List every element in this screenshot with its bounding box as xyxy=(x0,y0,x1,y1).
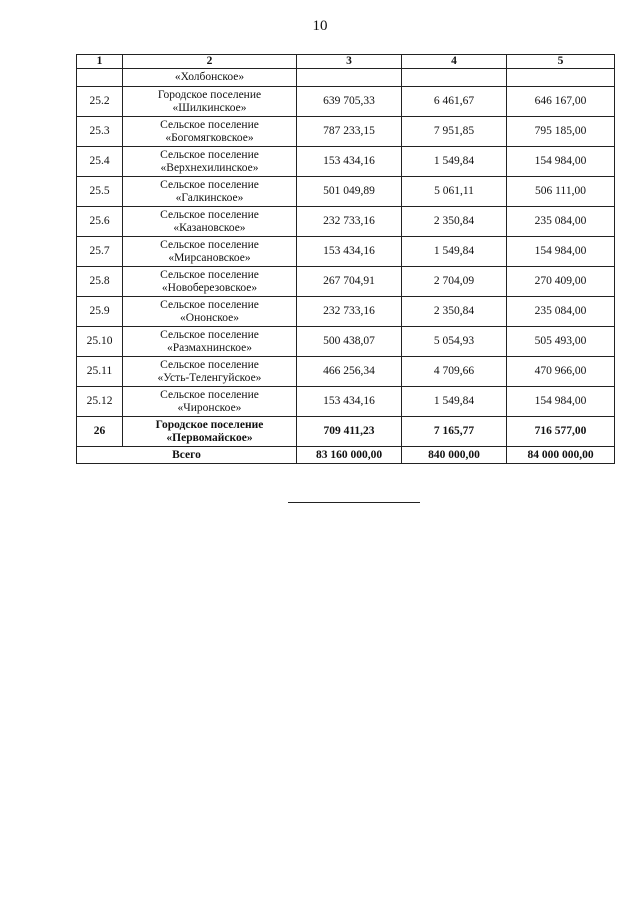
table-row xyxy=(77,177,615,207)
cell-col4: 1 549,84 xyxy=(402,387,507,417)
name-line: «Казановское» xyxy=(173,221,246,234)
cell-col5: 716 577,00 xyxy=(507,417,615,447)
cell-number: 25.12 xyxy=(77,387,123,417)
cell-col4: 7 951,85 xyxy=(402,117,507,147)
table-row xyxy=(77,87,615,117)
cell-col4: 2 704,09 xyxy=(402,267,507,297)
table-row-continuation xyxy=(77,69,615,87)
name-line: Сельское поселение xyxy=(160,388,259,401)
total-label: Всего xyxy=(77,447,297,464)
signature-divider-line xyxy=(288,502,420,503)
cell-col5: 270 409,00 xyxy=(507,267,615,297)
cell-col4: 5 054,93 xyxy=(402,327,507,357)
cell-number: 25.5 xyxy=(77,177,123,207)
table-row xyxy=(77,417,615,447)
cell-col5: 154 984,00 xyxy=(507,237,615,267)
cell-number: 26 xyxy=(77,417,123,447)
cell-col5: 470 966,00 xyxy=(507,357,615,387)
cell-number xyxy=(77,69,123,87)
cell-col3: 153 434,16 xyxy=(297,147,402,177)
total-col3: 83 160 000,00 xyxy=(297,447,402,464)
cell-col3: 267 704,91 xyxy=(297,267,402,297)
cell-col3: 501 049,89 xyxy=(297,177,402,207)
cell-number: 25.6 xyxy=(77,207,123,237)
cell-name xyxy=(123,237,297,267)
table-row-total xyxy=(77,447,615,464)
header-col-1: 1 xyxy=(77,55,123,69)
cell-name: «Холбонское» xyxy=(123,69,297,87)
cell-col4: 7 165,77 xyxy=(402,417,507,447)
cell-number: 25.2 xyxy=(77,87,123,117)
cell-col5: 154 984,00 xyxy=(507,147,615,177)
cell-number: 25.4 xyxy=(77,147,123,177)
cell-number: 25.7 xyxy=(77,237,123,267)
name-line: Сельское поселение xyxy=(160,268,259,281)
table-row xyxy=(77,387,615,417)
cell-col4: 2 350,84 xyxy=(402,297,507,327)
name-line: «Размахнинское» xyxy=(167,341,252,354)
page-number: 10 xyxy=(312,18,328,34)
cell-col3: 787 233,15 xyxy=(297,117,402,147)
header-col-2: 2 xyxy=(123,55,297,69)
total-col4: 840 000,00 xyxy=(402,447,507,464)
table-row xyxy=(77,117,615,147)
name-line: Сельское поселение xyxy=(160,148,259,161)
header-col-4: 4 xyxy=(402,55,507,69)
name-line: Сельское поселение xyxy=(160,298,259,311)
name-line: Сельское поселение xyxy=(160,328,259,341)
cell-number: 25.8 xyxy=(77,267,123,297)
cell-col3: 466 256,34 xyxy=(297,357,402,387)
name-line: «Богомягковское» xyxy=(165,131,254,144)
table-row xyxy=(77,327,615,357)
name-line: «Ононское» xyxy=(180,311,239,324)
table-row xyxy=(77,357,615,387)
cell-col3: 232 733,16 xyxy=(297,297,402,327)
cell-number: 25.9 xyxy=(77,297,123,327)
cell-col5: 235 084,00 xyxy=(507,207,615,237)
cell-col3: 639 705,33 xyxy=(297,87,402,117)
name-line: «Чиронское» xyxy=(177,401,242,414)
total-col5: 84 000 000,00 xyxy=(507,447,615,464)
name-line: Городское поселение xyxy=(155,418,264,431)
name-line: «Усть-Теленгуйское» xyxy=(157,371,262,384)
cell-name xyxy=(123,177,297,207)
header-col-3: 3 xyxy=(297,55,402,69)
cell-col4 xyxy=(402,69,507,87)
cell-col3 xyxy=(297,69,402,87)
cell-col4: 4 709,66 xyxy=(402,357,507,387)
cell-col3: 500 438,07 xyxy=(297,327,402,357)
name-line: «Шилкинское» xyxy=(172,101,247,114)
cell-name xyxy=(123,207,297,237)
table-header-row xyxy=(77,55,615,69)
cell-name xyxy=(123,297,297,327)
table-row xyxy=(77,267,615,297)
name-line: Сельское поселение xyxy=(160,178,259,191)
cell-col4: 2 350,84 xyxy=(402,207,507,237)
cell-col4: 1 549,84 xyxy=(402,147,507,177)
cell-col3: 153 434,16 xyxy=(297,387,402,417)
allocation-table xyxy=(76,54,615,464)
cell-number: 25.11 xyxy=(77,357,123,387)
name-line: «Новоберезовское» xyxy=(161,281,258,294)
table-row xyxy=(77,237,615,267)
header-col-5: 5 xyxy=(507,55,615,69)
cell-col3: 153 434,16 xyxy=(297,237,402,267)
cell-number: 25.10 xyxy=(77,327,123,357)
name-line: «Верхнехилинское» xyxy=(160,161,259,174)
name-line: «Первомайское» xyxy=(166,431,253,444)
cell-col5: 154 984,00 xyxy=(507,387,615,417)
cell-name xyxy=(123,417,297,447)
table-row xyxy=(77,297,615,327)
cell-name xyxy=(123,357,297,387)
cell-name xyxy=(123,87,297,117)
name-line: Сельское поселение xyxy=(160,208,259,221)
name-line: Городское поселение xyxy=(157,88,262,101)
cell-name xyxy=(123,327,297,357)
cell-col3: 232 733,16 xyxy=(297,207,402,237)
table-row xyxy=(77,207,615,237)
cell-number: 25.3 xyxy=(77,117,123,147)
cell-col4: 5 061,11 xyxy=(402,177,507,207)
name-line: «Галкинское» xyxy=(175,191,244,204)
table-body xyxy=(77,69,615,464)
table-row xyxy=(77,147,615,177)
cell-col5: 506 111,00 xyxy=(507,177,615,207)
cell-col5: 505 493,00 xyxy=(507,327,615,357)
name-line: Сельское поселение xyxy=(160,118,259,131)
cell-col4: 6 461,67 xyxy=(402,87,507,117)
cell-name xyxy=(123,117,297,147)
cell-col4: 1 549,84 xyxy=(402,237,507,267)
cell-col5: 235 084,00 xyxy=(507,297,615,327)
cell-col5: 795 185,00 xyxy=(507,117,615,147)
cell-col3: 709 411,23 xyxy=(297,417,402,447)
cell-name xyxy=(123,267,297,297)
name-line: Сельское поселение xyxy=(160,358,259,371)
name-line: Сельское поселение xyxy=(160,238,259,251)
cell-col5 xyxy=(507,69,615,87)
name-line: «Мирсановское» xyxy=(168,251,251,264)
cell-name xyxy=(123,147,297,177)
cell-name xyxy=(123,387,297,417)
cell-col5: 646 167,00 xyxy=(507,87,615,117)
